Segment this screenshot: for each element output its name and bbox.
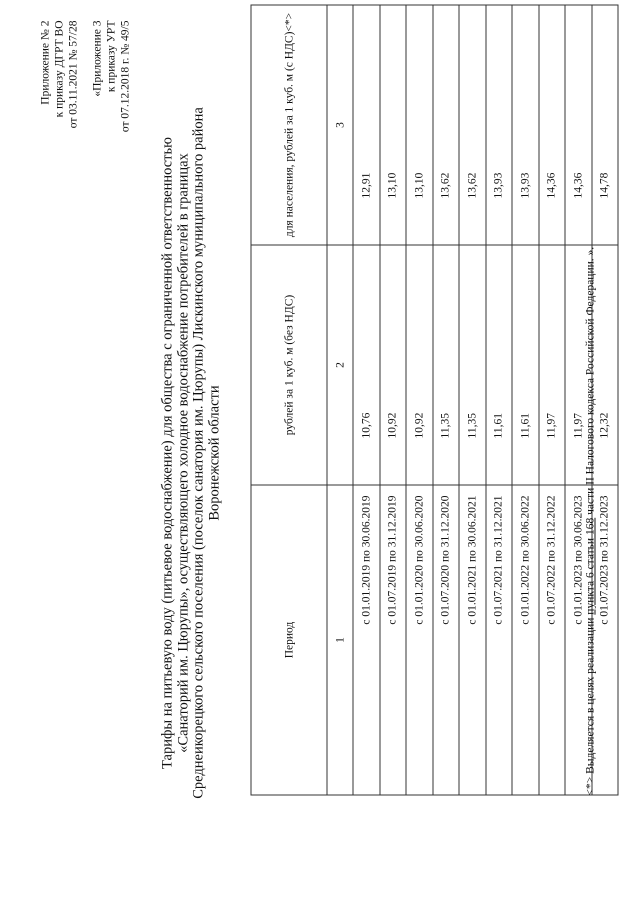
period-cell: с 01.01.2022 по 30.06.2022	[512, 485, 539, 795]
table-row	[512, 5, 539, 795]
no-vat-cell: 11,61	[512, 245, 539, 485]
period-cell: с 01.07.2020 по 31.12.2020	[432, 485, 459, 795]
period-cell: с 01.07.2023 по 31.12.2023	[591, 485, 618, 795]
annex-old-block	[90, 20, 132, 185]
footnote-text-end: части II Налогового кодекса Российской Федерации. ».	[584, 246, 596, 518]
column-number: 1	[327, 485, 353, 795]
table-row	[485, 5, 512, 795]
no-vat-cell: 10,92	[379, 245, 406, 485]
with-vat-cell: 14,36	[565, 5, 592, 245]
with-vat-cell: 13,10	[406, 5, 433, 245]
footnote-tax-code-reference: пункта 6 статьи 168	[584, 517, 596, 615]
header-with-vat: для населения, рублей за 1 куб. м (с НДС)<*>	[251, 5, 327, 245]
footnote	[584, 5, 596, 795]
period-cell: с 01.01.2020 по 30.06.2020	[406, 485, 433, 795]
tariff-table	[250, 4, 618, 795]
period-cell: с 01.07.2019 по 31.12.2019	[379, 485, 406, 795]
table-row	[538, 5, 565, 795]
no-vat-cell: 10,76	[353, 245, 380, 485]
document-title	[160, 10, 222, 895]
with-vat-cell: 14,78	[591, 5, 618, 245]
annex-old-line1: «Приложение 3	[91, 20, 103, 97]
no-vat-cell: 12,32	[591, 245, 618, 485]
with-vat-cell: 14,36	[538, 5, 565, 245]
period-cell: с 01.01.2023 по 30.06.2023	[565, 485, 592, 795]
title-line3: Среднеикорецкого сельского поселения (поселок санатория им. Цюрупы) Лискинского муниципального района	[190, 106, 207, 799]
title-line2: «Санаторий им. Цюрупы», осуществляющего холодное водоснабжение потребителей в границах	[174, 152, 191, 753]
with-vat-cell: 13,10	[379, 5, 406, 245]
title-line1: Тарифы на питьевую воду (питьевое водоснабжение) для общества с ограниченной ответственностью	[159, 136, 175, 769]
annex-new-line2: к приказу ДГРТ ВО	[53, 20, 65, 117]
period-cell: с 01.01.2019 по 30.06.2019	[353, 485, 380, 795]
column-number: 2	[327, 245, 353, 485]
with-vat-cell: 13,62	[432, 5, 459, 245]
with-vat-cell: 13,93	[485, 5, 512, 245]
no-vat-cell: 11,35	[432, 245, 459, 485]
table-row	[459, 5, 486, 795]
annex-new-line3: от 03.11.2021 № 57/28	[67, 20, 79, 128]
period-cell: с 01.07.2022 по 31.12.2022	[538, 485, 565, 795]
annex-old-line3: от 07.12.2018 г. № 49/5	[119, 20, 131, 132]
period-cell: с 01.01.2021 по 30.06.2021	[459, 485, 486, 795]
annex-old-line2: к приказу УРТ	[105, 20, 117, 92]
annex-new-line1: Приложение № 2	[39, 20, 51, 105]
table-number-row	[327, 5, 353, 795]
table-row	[353, 5, 380, 795]
with-vat-cell: 13,93	[512, 5, 539, 245]
table-header-row	[251, 5, 327, 795]
table-row	[406, 5, 433, 795]
header-period: Период	[251, 485, 327, 795]
no-vat-cell: 11,35	[459, 245, 486, 485]
with-vat-cell: 13,62	[459, 5, 486, 245]
no-vat-cell: 10,92	[406, 245, 433, 485]
no-vat-cell: 11,97	[538, 245, 565, 485]
no-vat-cell: 11,97	[565, 245, 592, 485]
annex-new-block	[38, 20, 80, 145]
table-row	[432, 5, 459, 795]
period-cell: с 01.07.2021 по 31.12.2021	[485, 485, 512, 795]
header-no-vat: рублей за 1 куб. м (без НДС)	[251, 245, 327, 485]
with-vat-cell: 12,91	[353, 5, 380, 245]
footnote-text-start: <*> Выделяется в целях реализации	[584, 614, 596, 795]
table-row	[379, 5, 406, 795]
title-line4: Воронежской области	[205, 384, 222, 521]
no-vat-cell: 11,61	[485, 245, 512, 485]
column-number: 3	[327, 5, 353, 245]
